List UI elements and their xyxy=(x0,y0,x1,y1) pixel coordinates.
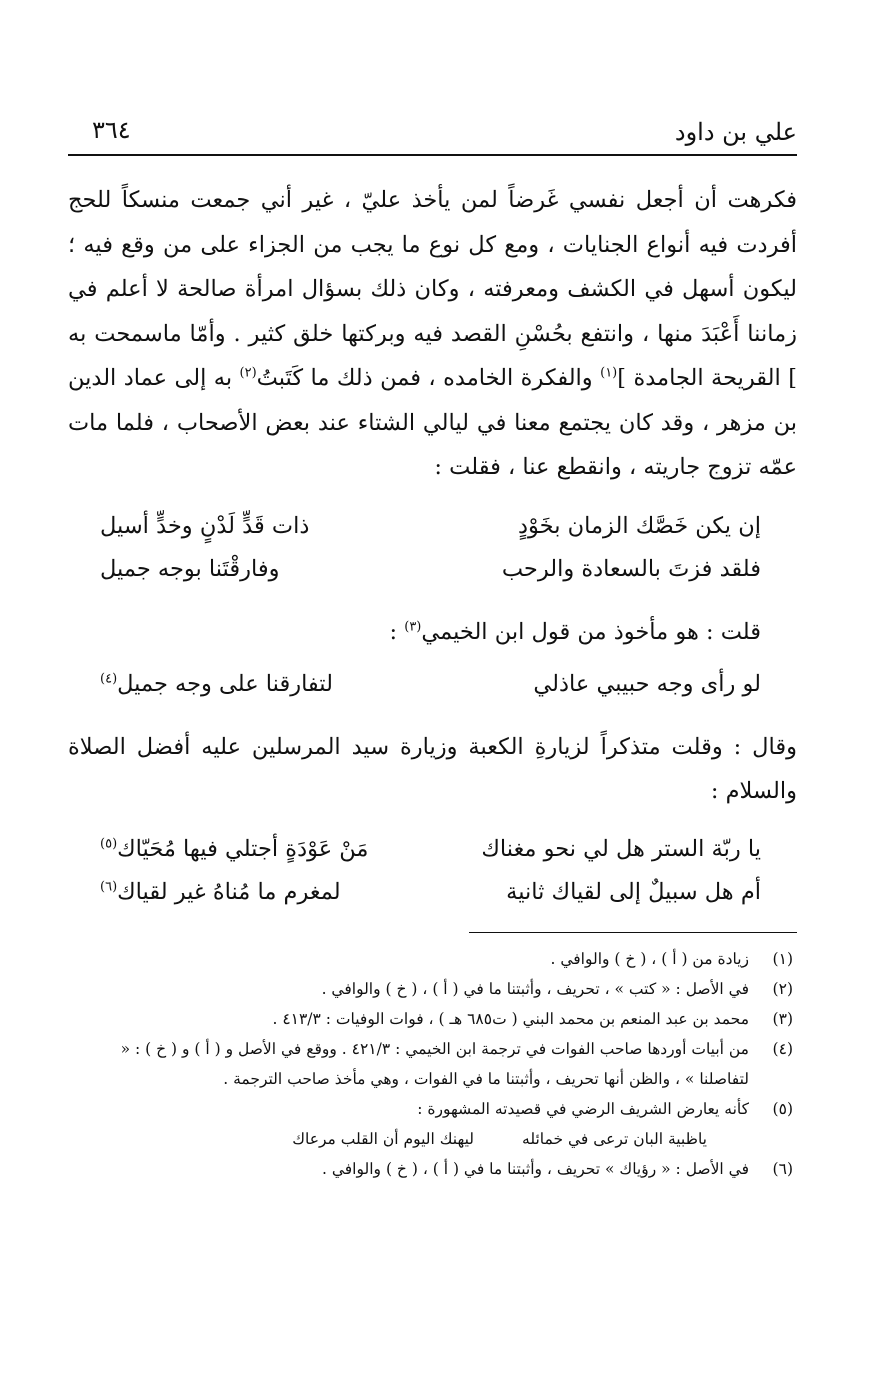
verse-text: مَنْ عَوْدَةٍ أجتلي فيها مُحَيّاك xyxy=(117,836,369,862)
paragraph-text: فكرهت أن أجعل نفسي غَرضاً لمن يأخذ عليّ ، غير أني جمعت منسكاً للحج أفردت فيه أنواع الجنايات ، ومع كل نوع ما يجب من الجزاء على من وقع فيه ؛ ليكون أسهل في الكشف ومعرفته ، وكان ذلك بسؤال امرأة صالحة لا أعلم في زماننا أَعْبَدَ منها ، وانتفع بحُسْنِ القصد فيه وبركتها خلق كثير . وأمّا ماسمحت به ] القريحة الجامدة ] xyxy=(68,187,797,391)
poem-block xyxy=(100,663,761,706)
footnote-ref: (٢) xyxy=(239,365,257,381)
verse-second-hemistich xyxy=(100,828,411,871)
footnote-item xyxy=(68,1004,797,1034)
poem-block xyxy=(100,828,761,914)
verse-text: لتفارقنا على وجه جميل xyxy=(117,671,333,697)
footnote-text: في الأصل : « رؤياك » تحريف ، وأثبتنا ما في ( أ ) ، ( خ ) والوافي . xyxy=(322,1160,749,1178)
footnote-item xyxy=(68,1094,797,1124)
footnote-divider xyxy=(469,932,797,933)
second-paragraph: وقال : وقلت متذكراً لزيارةِ الكعبة وزيارة سيد المرسلين عليه أفضل الصلاة والسلام : xyxy=(68,734,797,804)
quote-text: قلت : هو مأخوذ من قول ابن الخيمي xyxy=(421,619,761,645)
poem-verse xyxy=(100,663,761,706)
verse-second-hemistich: ذات قَدٍّ لَدْنٍ وخدٍّ أسيل xyxy=(100,513,310,539)
verse-second-hemistich xyxy=(100,871,411,914)
footnote-number: (٤) xyxy=(772,1040,793,1058)
footnote-text: محمد بن عبد المنعم بن محمد البني ( ت٦٨٥ هـ ) ، فوات الوفيات : ٤١٣/٣ . xyxy=(272,1010,749,1028)
poem-verse xyxy=(100,871,761,914)
footnote-text: كأنه يعارض الشريف الرضي في قصيدته المشهورة : xyxy=(417,1100,749,1118)
footnote-ref: (٣) xyxy=(404,619,422,635)
footnote-number: (١) xyxy=(772,950,793,968)
paragraph-text: به إلى عماد الدين بن مزهر ، وقد كان يجتمع معنا في ليالي الشتاء عند بعض الأصحاب ، فلما مات عمّه تزوج جاريته ، وانقطع عنا ، فقلت : xyxy=(68,365,797,480)
page-number: ٣٦٤ xyxy=(92,116,131,144)
quote-intro xyxy=(68,612,761,652)
poem-block xyxy=(100,505,761,591)
footnote-ref: (٥) xyxy=(100,836,118,852)
poem-verse xyxy=(100,548,761,591)
poem-verse xyxy=(100,505,761,548)
footnote-item xyxy=(68,944,797,974)
verse-second-hemistich xyxy=(100,663,411,706)
footnote-item xyxy=(68,974,797,1004)
footnote-ref: (١) xyxy=(600,365,618,381)
verse-first-hemistich: ياظبية البان ترعى في خمائله xyxy=(522,1130,707,1148)
footnote-ref: (٤) xyxy=(100,671,118,687)
footnote-number: (٥) xyxy=(772,1100,793,1118)
verse-first-hemistich: فلقد فزتَ بالسعادة والرحب xyxy=(501,556,761,582)
footnote-number: (٢) xyxy=(772,980,793,998)
verse-second-hemistich: وفارقْتَنا بوجه جميل xyxy=(100,556,280,582)
footnote-ref: (٦) xyxy=(100,879,118,895)
footnotes xyxy=(68,944,797,1184)
verse-first-hemistich: أم هل سبيلٌ إلى لقياك ثانية xyxy=(506,879,761,905)
verse-second-hemistich: ليهنك اليوم أن القلب مرعاك xyxy=(292,1130,475,1148)
footnote-item xyxy=(68,1034,797,1094)
verse-text: لمغرم ما مُناهُ غير لقياك xyxy=(117,879,341,905)
quote-tail: : xyxy=(389,619,405,645)
verse-first-hemistich: لو رأى وجه حبيبي عاذلي xyxy=(533,671,761,697)
footnote-text: من أبيات أوردها صاحب الفوات في ترجمة ابن الخيمي : ٤٢١/٣ . ووقع في الأصل و ( أ ) و ( خ ) : « لتفاصلنا » ، والظن أنها تحريف ، وأثبتنا ما في الفوات ، وهي مأخذ صاحب الترجمة . xyxy=(120,1040,749,1088)
running-title: علي بن داود xyxy=(674,118,797,146)
verse-first-hemistich: إن يكن خَصَّك الزمان بخَوْدٍ xyxy=(518,513,761,539)
footnote-text: زيادة من ( أ ) ، ( خ ) والوافي . xyxy=(550,950,749,968)
poem-verse xyxy=(100,828,761,871)
verse-first-hemistich: يا ربّة الستر هل لي نحو مغناك xyxy=(481,836,761,862)
main-paragraph xyxy=(68,178,797,490)
footnote-item xyxy=(68,1154,797,1184)
page-header xyxy=(68,112,797,156)
footnote-number: (٣) xyxy=(772,1010,793,1028)
paragraph-text: والفكرة الخامده ، فمن ذلك ما كَتَبتُ xyxy=(256,365,601,391)
footnote-number: (٦) xyxy=(772,1160,793,1178)
footnote-text: في الأصل : « كتب » ، تحريف ، وأثبتنا ما في ( أ ) ، ( خ ) والوافي . xyxy=(321,980,749,998)
footnote-verse xyxy=(68,1124,797,1154)
